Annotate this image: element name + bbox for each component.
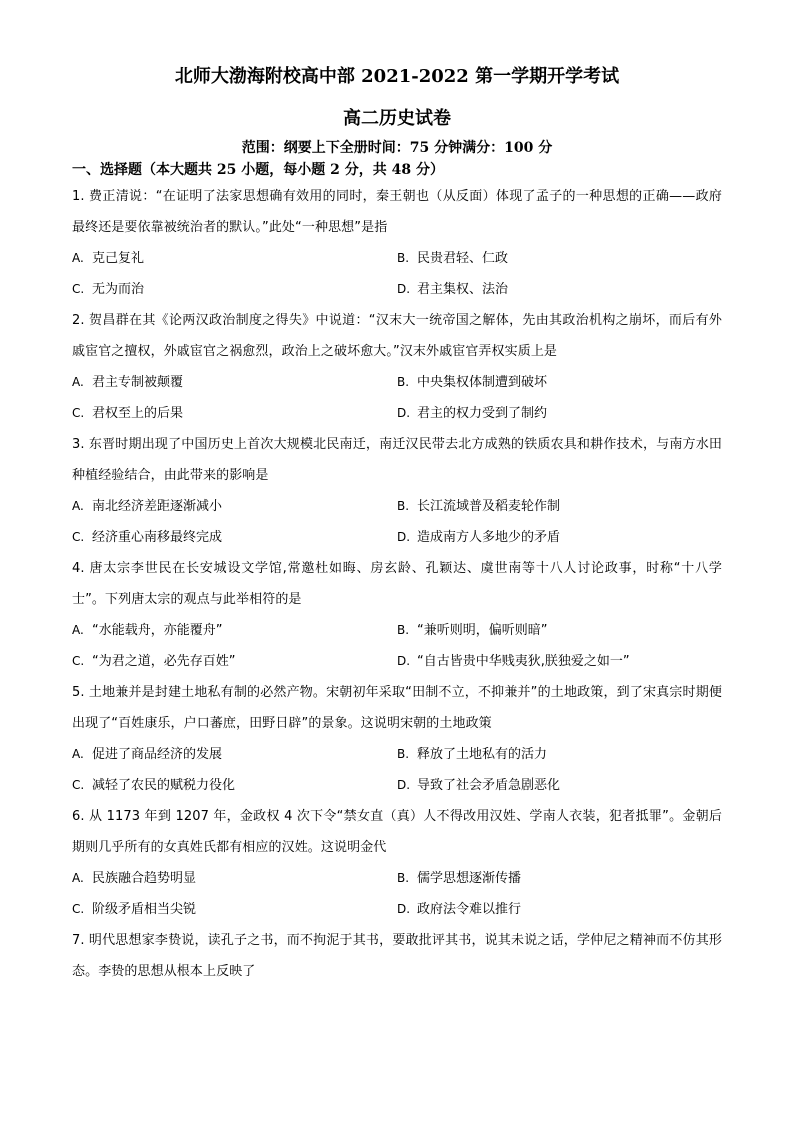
exam-title: 北师大渤海附校高中部 2021-2022 第一学期开学考试 [174, 66, 620, 87]
option-letter: B. [397, 747, 410, 761]
option-letter: B. [397, 871, 410, 885]
option-letter: A. [72, 871, 84, 885]
option-letter: D. [397, 406, 411, 420]
option-1 [72, 615, 397, 646]
option-text: 君权至上的后果 [92, 406, 184, 421]
option-3 [72, 398, 397, 429]
option-1 [72, 367, 397, 398]
question-stem: 7. 明代思想家李贽说，读孔子之书，而不拘泥于其书，要敢批评其书，说其未说之话，学仲尼之精神而不仿其形态。李贽的思想从根本上反映了 [72, 933, 722, 979]
option-letter: A. [72, 375, 84, 389]
option-letter: B. [397, 251, 410, 265]
option-text: “水能载舟，亦能覆舟” [92, 623, 223, 638]
option-letter: A. [72, 499, 84, 513]
option-letter: B. [397, 499, 410, 513]
option-text: 长江流域普及稻麦轮作制 [417, 499, 561, 514]
option-text: 减轻了农民的赋税力役化 [92, 778, 236, 793]
option-letter: B. [397, 623, 410, 637]
option-letter: D. [397, 282, 411, 296]
option-3 [72, 522, 397, 553]
option-3 [72, 274, 397, 305]
question-list [72, 181, 722, 987]
option-letter: C. [72, 406, 85, 420]
question-stem: 4. 唐太宗李世民在长安城设文学馆,常邀杜如晦、房玄龄、孔颖达、虞世南等十八人讨论政事，时称“十八学士”。下列唐太宗的观点与此举相符的是 [72, 561, 722, 607]
option-list [72, 367, 722, 429]
option-letter: A. [72, 747, 84, 761]
option-1 [72, 739, 397, 770]
option-text: 政府法令难以推行 [417, 902, 522, 917]
question-stem: 6. 从 1173 年到 1207 年，金政权 4 次下令“禁女直（真）人不得改用汉姓、学南人衣装，犯者抵罪”。金朝后期则几乎所有的女真姓氏都有相应的汉姓。这说明金代 [72, 809, 722, 855]
option-4 [397, 770, 722, 801]
option-1 [72, 863, 397, 894]
option-text: 造成南方人多地少的矛盾 [417, 530, 561, 545]
option-2 [397, 491, 722, 522]
option-2 [397, 863, 722, 894]
option-text: 促进了商品经济的发展 [92, 747, 223, 762]
option-1 [72, 243, 397, 274]
option-text: 经济重心南移最终完成 [92, 530, 223, 545]
option-letter: B. [397, 375, 410, 389]
option-letter: C. [72, 530, 85, 544]
option-4 [397, 894, 722, 925]
option-letter: C. [72, 778, 85, 792]
option-text: 民族融合趋势明显 [92, 871, 197, 886]
option-letter: D. [397, 530, 411, 544]
question-stem: 2. 贺昌群在其《论两汉政治制度之得失》中说道：“汉末大一统帝国之解体，先由其政治机构之崩坏，而后有外戚宦官之擅权，外戚宦官之祸愈烈，政治上之破坏愈大。”汉末外戚宦官弄权实质上是 [72, 313, 722, 359]
option-text: 民贵君轻、仁政 [417, 251, 509, 266]
section-heading: 一、选择题（本大题共 25 小题，每小题 2 分，共 48 分） [72, 162, 444, 178]
option-letter: D. [397, 654, 411, 668]
option-list [72, 243, 722, 305]
option-2 [397, 615, 722, 646]
question-6 [72, 801, 722, 925]
option-text: 释放了土地私有的活力 [417, 747, 548, 762]
exam-subtitle: 高二历史试卷 [343, 108, 451, 129]
option-3 [72, 770, 397, 801]
question-stem: 3. 东晋时期出现了中国历史上首次大规模北民南迁，南迁汉民带去北方成熟的铁质农具和耕作技术，与南方水田种植经验结合，由此带来的影响是 [72, 437, 722, 483]
option-text: 君主的权力受到了制约 [417, 406, 548, 421]
option-text: 君主专制被颠覆 [92, 375, 184, 390]
option-3 [72, 894, 397, 925]
option-2 [397, 739, 722, 770]
option-4 [397, 274, 722, 305]
question-7 [72, 925, 722, 987]
question-4 [72, 553, 722, 677]
option-2 [397, 367, 722, 398]
option-text: “为君之道，必先存百姓” [92, 654, 236, 669]
option-text: 君主集权、法治 [417, 282, 509, 297]
option-text: 儒学思想逐渐传播 [417, 871, 522, 886]
option-text: 克己复礼 [92, 251, 145, 266]
question-stem: 1. 费正清说：“在证明了法家思想确有效用的同时，秦王朝也（从反面）体现了孟子的一种思想的正确——政府最终还是要依靠被统治者的默认。”此处“一种思想”是指 [72, 189, 722, 235]
option-list [72, 615, 722, 677]
question-1 [72, 181, 722, 305]
option-letter: D. [397, 778, 411, 792]
option-letter: C. [72, 654, 85, 668]
option-text: 导致了社会矛盾急剧恶化 [417, 778, 561, 793]
option-4 [397, 646, 722, 677]
option-list [72, 739, 722, 801]
option-text: 无为而治 [92, 282, 145, 297]
option-text: 南北经济差距逐渐减小 [92, 499, 223, 514]
option-4 [397, 522, 722, 553]
option-letter: A. [72, 623, 84, 637]
option-4 [397, 398, 722, 429]
option-text: “兼听则明，偏听则暗” [417, 623, 548, 638]
option-letter: D. [397, 902, 411, 916]
option-letter: C. [72, 902, 85, 916]
question-2 [72, 305, 722, 429]
option-letter: A. [72, 251, 84, 265]
option-1 [72, 491, 397, 522]
option-list [72, 491, 722, 553]
question-stem: 5. 土地兼并是封建土地私有制的必然产物。宋朝初年采取“田制不立，不抑兼并”的土地政策，到了宋真宗时期便出现了“百姓康乐，户口蕃庶，田野日辟”的景象。这说明宋朝的土地政策 [72, 685, 722, 731]
option-list [72, 863, 722, 925]
option-3 [72, 646, 397, 677]
option-2 [397, 243, 722, 274]
question-5 [72, 677, 722, 801]
question-3 [72, 429, 722, 553]
option-text: 阶级矛盾相当尖锐 [92, 902, 197, 917]
option-letter: C. [72, 282, 85, 296]
exam-scope: 范围：纲要上下全册时间：75 分钟满分：100 分 [241, 140, 553, 156]
option-text: “自古皆贵中华贱夷狄,朕独爱之如一” [417, 654, 630, 669]
option-text: 中央集权体制遭到破坏 [417, 375, 548, 390]
